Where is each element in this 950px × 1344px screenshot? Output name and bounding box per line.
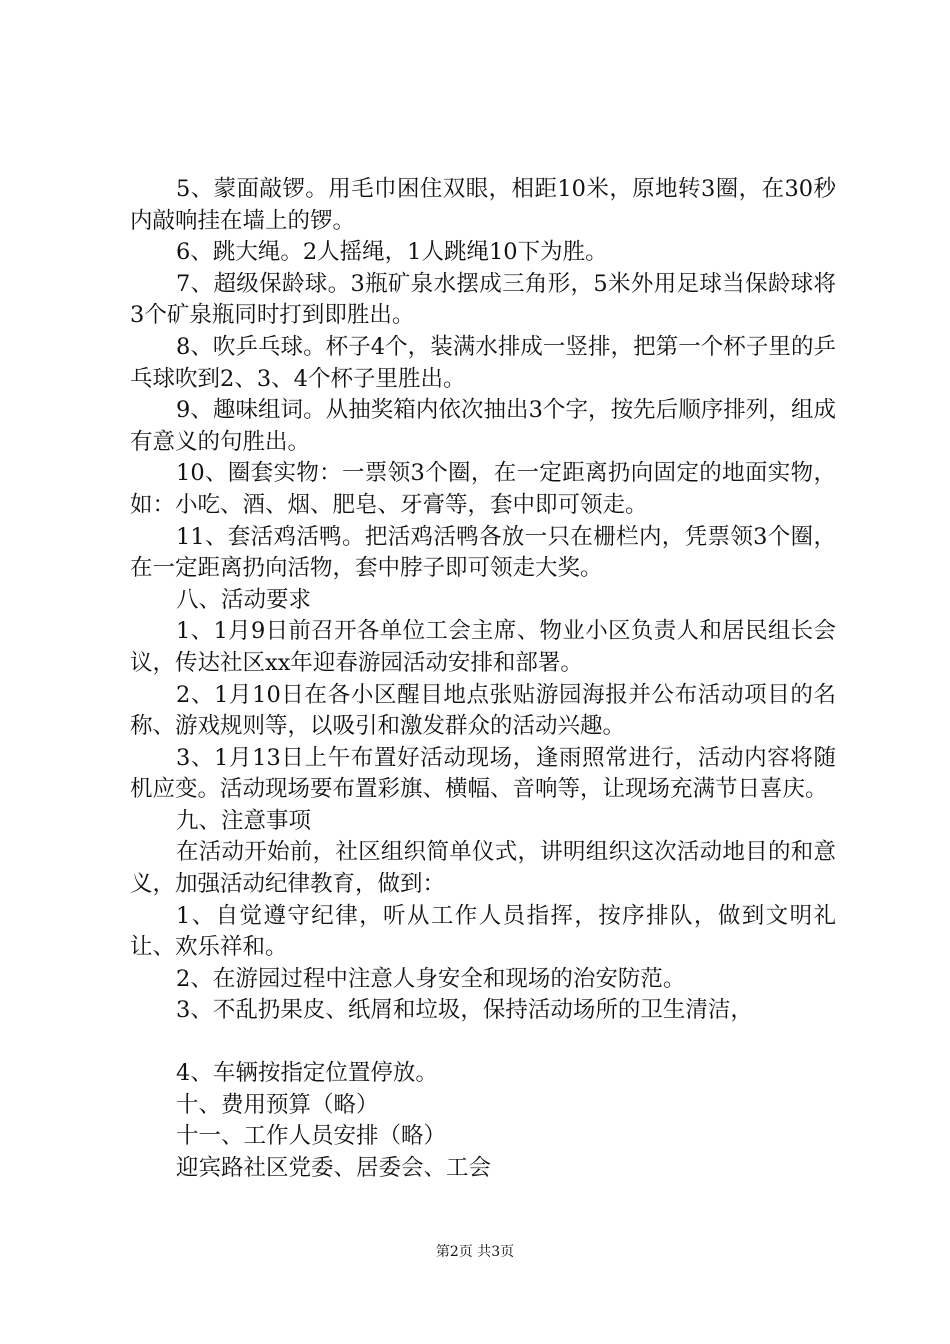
paragraph-requirement-2: 2、1月10日在各小区醒目地点张贴游园海报并公布活动项目的名称、游戏规则等，以吸引和激发群众的活动兴趣。 [130,681,836,740]
paragraph-notes-intro: 在活动开始前，社区组织简单仪式，讲明组织这次活动地目的和意义，加强活动纪律教育，做到： [130,839,836,898]
page-number-footer: 第2页 共3页 [435,1244,515,1260]
paragraph-note-2: 2、在游园过程中注意人身安全和现场的治安防范。 [176,965,686,992]
blank-line [130,1027,836,1058]
paragraph-game-6: 6、跳大绳。2人摇绳，1人跳绳10下为胜。 [176,239,608,266]
paragraph-game-5: 5、蒙面敲锣。用毛巾困住双眼，相距10米，原地转3圈，在30秒内敲响挂在墙上的锣。 [130,176,836,234]
paragraph-note-1: 1、自觉遵守纪律，听从工作人员指挥，按序排队，做到文明礼让、欢乐祥和。 [130,902,836,961]
paragraph-game-10: 10、圈套实物：一票领3个圈，在一定距离扔向固定的地面实物，如：小吃、酒、烟、肥皂、牙膏等，套中即可领走。 [130,460,836,518]
paragraph-requirement-1: 1、1月9日前召开各单位工会主席、物业小区负责人和居民组长会议，传达社区xx年迎春游园活动安排和部署。 [130,618,836,676]
section-heading-budget: 十、费用预算（略） [176,1091,379,1118]
paragraph-game-9: 9、趣味组词。从抽奖箱内依次抽出3个字，按先后顺序排列，组成有意义的句胜出。 [130,397,836,455]
paragraph-note-3: 3、不乱扔果皮、纸屑和垃圾，保持活动场所的卫生清洁， [176,997,753,1024]
section-heading-requirements: 八、活动要求 [176,586,312,613]
signature-organization: 迎宾路社区党委、居委会、工会 [176,1154,492,1181]
section-heading-staff: 十一、工作人员安排（略） [176,1123,447,1150]
paragraph-note-4: 4、车辆按指定位置停放。 [176,1060,438,1087]
paragraph-game-7: 7、超级保龄球。3瓶矿泉水摆成三角形，5米外用足球当保龄球将3个矿泉瓶同时打到即胜出。 [130,270,836,329]
document-body [130,174,836,1184]
paragraph-game-8: 8、吹乒乓球。杯子4个，装满水排成一竖排，把第一个杯子里的乒乓球吹到2、3、4个杯子里胜出。 [130,333,836,392]
paragraph-requirement-3: 3、1月13日上午布置好活动现场，逢雨照常进行，活动内容将随机应变。活动现场要布置彩旗、横幅、音响等，让现场充满节日喜庆。 [130,744,836,803]
paragraph-game-11: 11、套活鸡活鸭。把活鸡活鸭各放一只在栅栏内，凭票领3个圈，在一定距离扔向活物，套中脖子即可领走大奖。 [130,523,836,582]
section-heading-notes: 九、注意事项 [176,807,312,834]
